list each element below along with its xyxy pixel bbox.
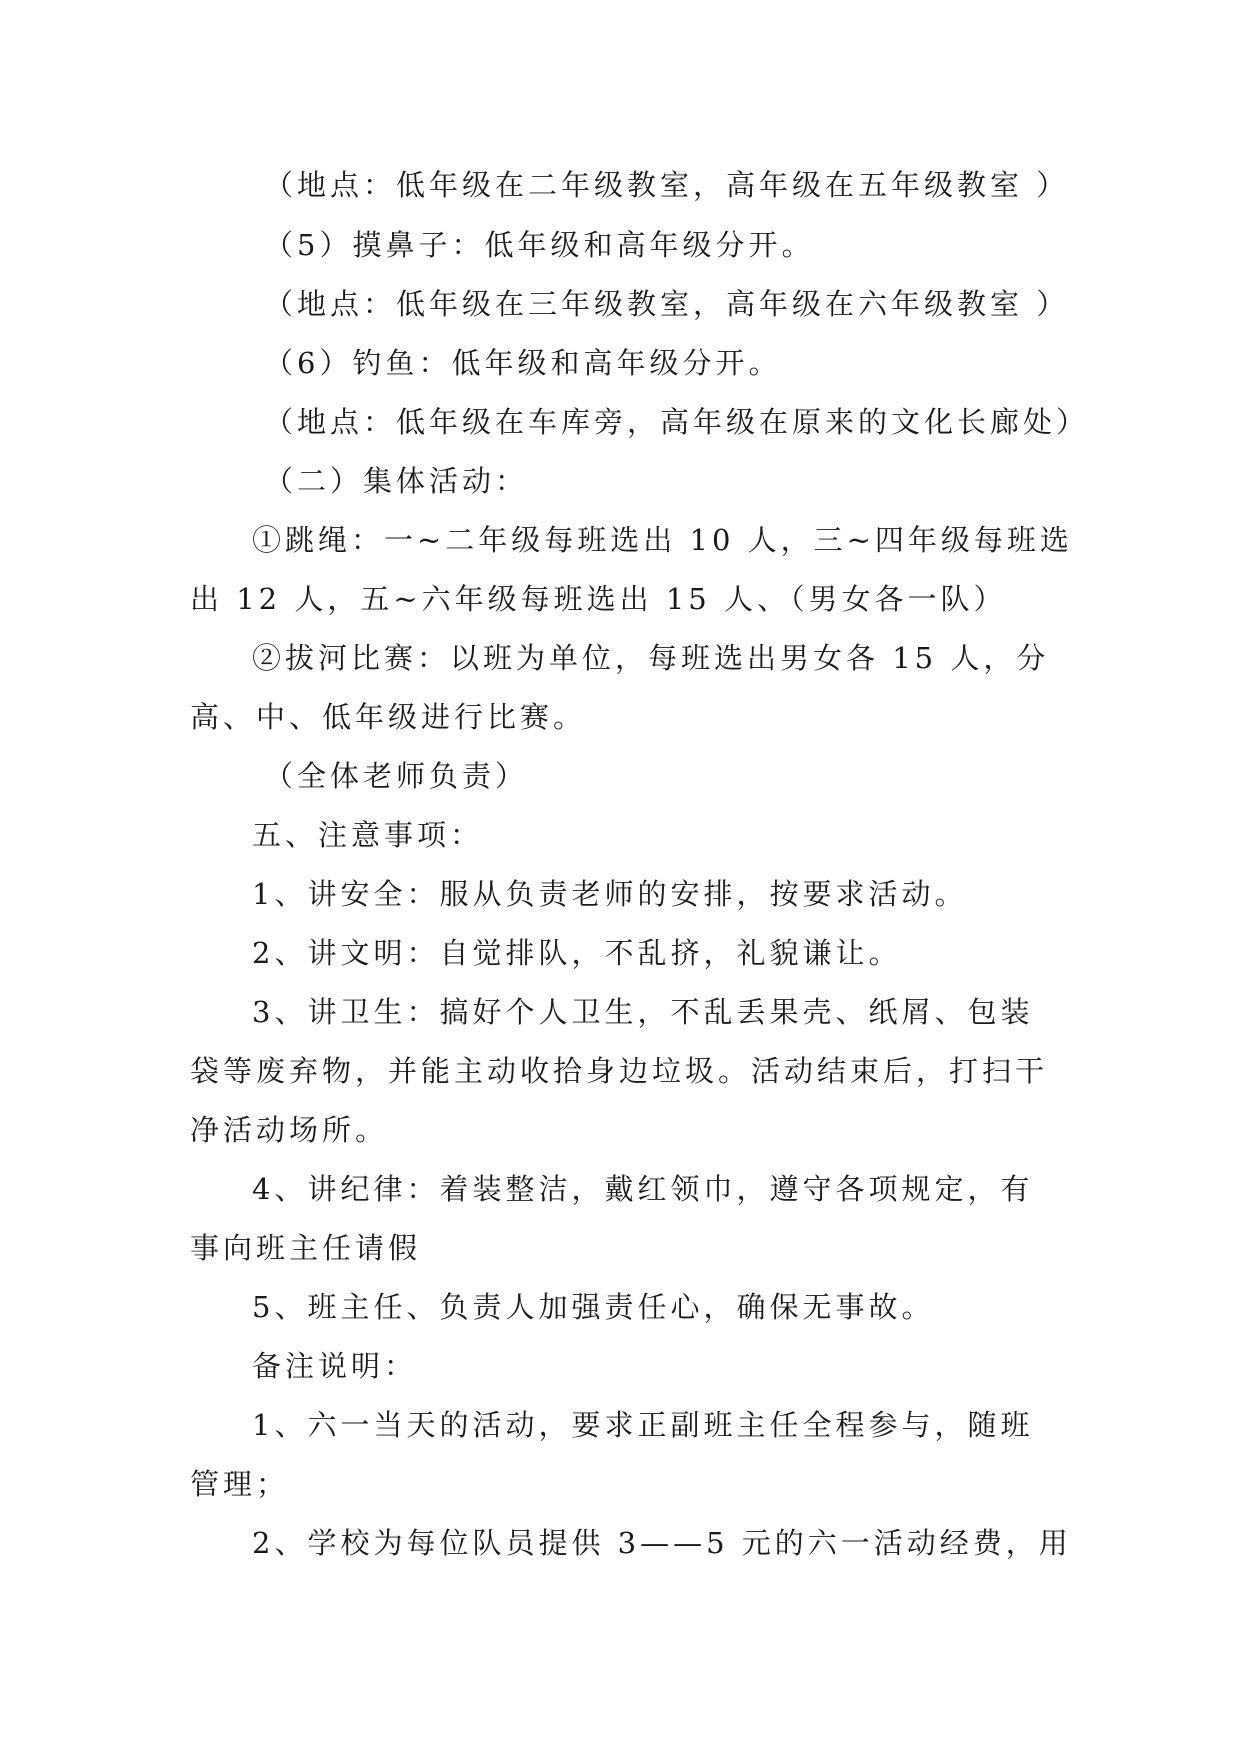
paragraph-line: 袋等废弃物，并能主动收拾身边垃圾。活动结束后，打扫干 — [190, 1054, 1049, 1088]
paragraph-line: ②拔河比赛：以班为单位，每班选出男女各 15 人，分 — [252, 641, 1050, 675]
paragraph-line: 4、讲纪律：着装整洁，戴红领巾，遵守各项规定，有 — [252, 1172, 1034, 1206]
paragraph-line: 出 12 人，五~六年级每班选出 15 人、（男女各一队） — [190, 582, 1007, 616]
location-note-5: （地点：低年级在二年级教室，高年级在五年级教室 ） — [264, 168, 1070, 202]
paragraph-line: 事向班主任请假 — [190, 1231, 422, 1265]
location-note-6: （地点：低年级在三年级教室，高年级在六年级教室 ） — [264, 287, 1070, 321]
paragraph-line: （全体老师负责） — [264, 759, 529, 793]
location-note-7: （地点：低年级在车库旁，高年级在原来的文化长廊处） — [264, 405, 1090, 439]
paragraph-line: 3、讲卫生：搞好个人卫生，不乱丢果壳、纸屑、包装 — [252, 995, 1034, 1029]
activity-item-5: （5）摸鼻子：低年级和高年级分开。 — [264, 228, 815, 262]
paragraph-line: ①跳绳：一~二年级每班选出 10 人，三~四年级每班选 — [252, 523, 1073, 557]
paragraph-line: 2、讲文明：自觉排队，不乱挤，礼貌谦让。 — [252, 936, 902, 970]
paragraph-line: 高、中、低年级进行比赛。 — [190, 700, 587, 734]
paragraph-line: 2、学校为每位队员提供 3——5 元的六一活动经费，用 — [252, 1526, 1072, 1560]
section-heading-notes: 五、注意事项： — [252, 818, 484, 852]
paragraph-line: 净活动场所。 — [190, 1113, 389, 1147]
section-heading-group-activity: （二）集体活动： — [264, 464, 529, 498]
paragraph-line: 5、班主任、负责人加强责任心，确保无事故。 — [252, 1290, 935, 1324]
activity-item-6: （6）钓鱼：低年级和高年级分开。 — [264, 346, 782, 380]
paragraph-line: 1、六一当天的活动，要求正副班主任全程参与，随班 — [252, 1408, 1034, 1442]
section-heading-remarks: 备注说明： — [252, 1349, 418, 1383]
paragraph-line: 管理； — [190, 1467, 290, 1501]
paragraph-line: 1、讲安全：服从负责老师的安排，按要求活动。 — [252, 877, 968, 911]
